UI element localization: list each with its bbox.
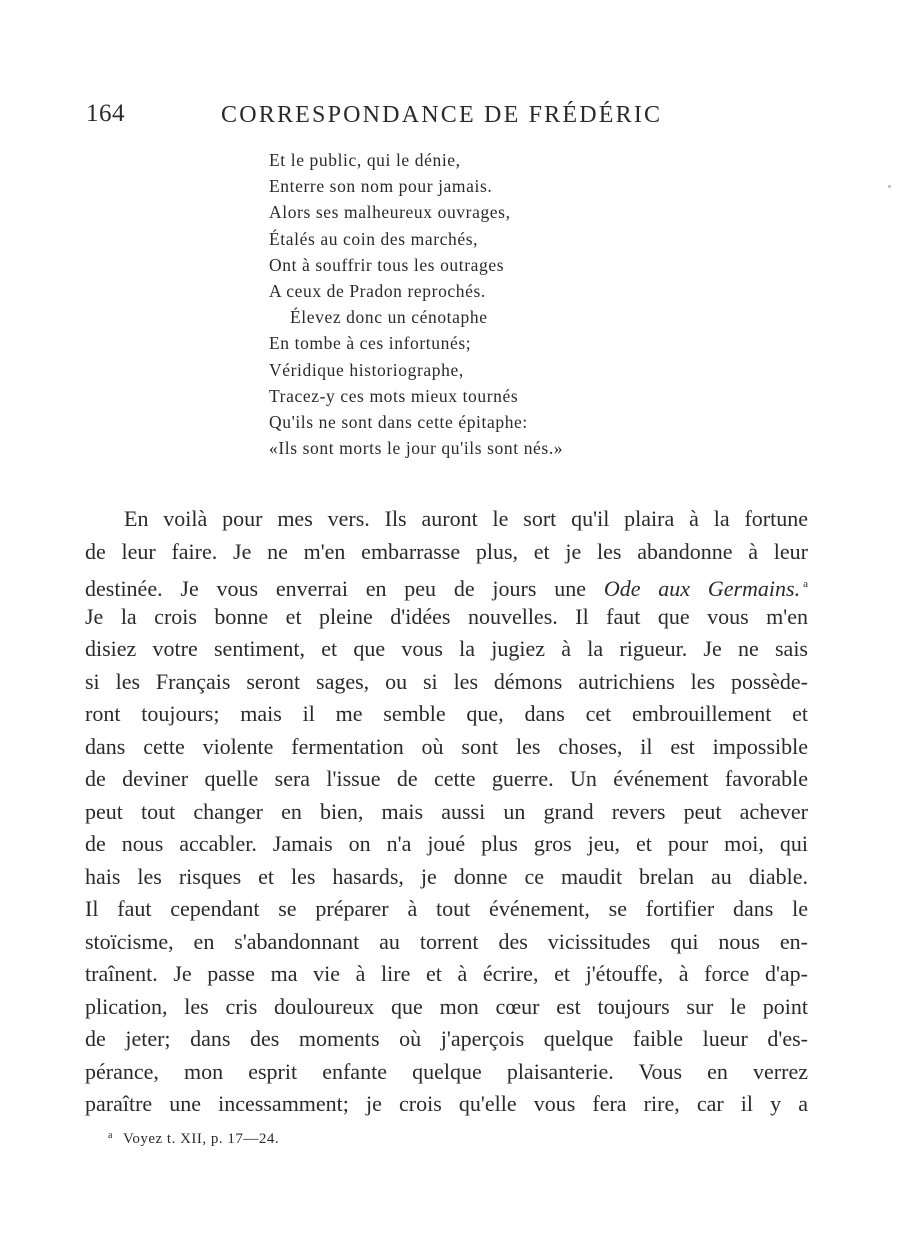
paper-speck <box>888 185 891 188</box>
poem-line: Ont à souffrir tous les outrages <box>269 254 505 275</box>
poem-line: Élevez donc un cénotaphe <box>290 307 488 328</box>
text-line: peut tout changer en bien, mais aussi un grand revers peut achever <box>85 798 808 824</box>
footnote-reference: a <box>803 578 808 590</box>
poem-line: En tombe à ces infortunés; <box>269 333 472 354</box>
text-line <box>85 568 808 601</box>
footnote-letter: a <box>108 1130 113 1141</box>
poem-line: Et le public, qui le dénie, <box>269 150 461 170</box>
text-segment: destinée. Je vous enverrai en peu de jours une <box>85 576 586 601</box>
text-line: stoïcisme, en s'abandonnant au torrent des vicissitudes qui nous en- <box>85 928 808 954</box>
prose-paragraph <box>85 503 808 1121</box>
poem-line: Véridique historiographe, <box>269 359 464 380</box>
poem-line: Alors ses malheureux ouvrages, <box>269 202 511 223</box>
poem-line: Tracez-y ces mots mieux tournés <box>269 385 519 406</box>
poem-line: Qu'ils ne sont dans cette épitaphe: <box>269 411 528 432</box>
text-line: traînent. Je passe ma vie à lire et à écrire, et j'étouffe, à force d'ap- <box>85 961 808 986</box>
text-line: ront toujours; mais il me semble que, dans cet embrouillement et <box>85 701 808 726</box>
running-head <box>0 100 900 132</box>
text-line: En voilà pour mes vers. Ils auront le sort qu'il plaira à la fortune <box>124 506 808 531</box>
poem-line: A ceux de Pradon reprochés. <box>269 280 486 301</box>
running-title: CORRESPONDANCE DE FRÉDÉRIC <box>221 102 663 128</box>
page-number: 164 <box>86 100 125 127</box>
text-line: disiez votre sentiment, et que vous la jugiez à la rigueur. Je ne sais <box>85 636 808 661</box>
footnote <box>108 1130 279 1148</box>
text-line: Il faut cependant se préparer à tout événement, se fortifier dans le <box>85 896 808 921</box>
text-line: de jeter; dans des moments où j'aperçois quelque faible lueur d'es- <box>85 1026 808 1051</box>
text-line: pérance, mon esprit enfante quelque plaisanterie. Vous en verrez <box>85 1058 808 1084</box>
text-line: plication, les cris douloureux que mon cœur est toujours sur le point <box>85 993 808 1019</box>
poem-verses <box>269 147 563 461</box>
poem-line: Enterre son nom pour jamais. <box>269 176 493 197</box>
text-line: si les Français seront sages, ou si les démons autrichiens les possède- <box>85 668 808 694</box>
footnote-text: Voyez t. XII, p. 17—24. <box>122 1131 280 1147</box>
text-line: de deviner quelle sera l'issue de cette guerre. Un événement favorable <box>85 766 808 791</box>
text-line: paraître une incessamment; je crois qu'elle vous fera rire, car il y a <box>85 1091 808 1116</box>
text-line: dans cette violente fermentation où sont les choses, il est impossible <box>85 733 808 759</box>
work-title: Ode aux Germains. <box>603 576 801 601</box>
text-line: hais les risques et les hasards, je donne ce maudit brelan au diable. <box>85 863 808 889</box>
text-line: Je la crois bonne et pleine d'idées nouvelles. Il faut que vous m'en <box>85 603 808 629</box>
poem-line: Étalés au coin des marchés, <box>269 228 479 249</box>
text-line: de leur faire. Je ne m'en embarrasse plus, et je les abandonne à leur <box>85 538 808 564</box>
text-line: de nous accabler. Jamais on n'a joué plus gros jeu, et pour moi, qui <box>85 831 808 856</box>
poem-line: «Ils sont morts le jour qu'ils sont nés.» <box>269 438 564 459</box>
